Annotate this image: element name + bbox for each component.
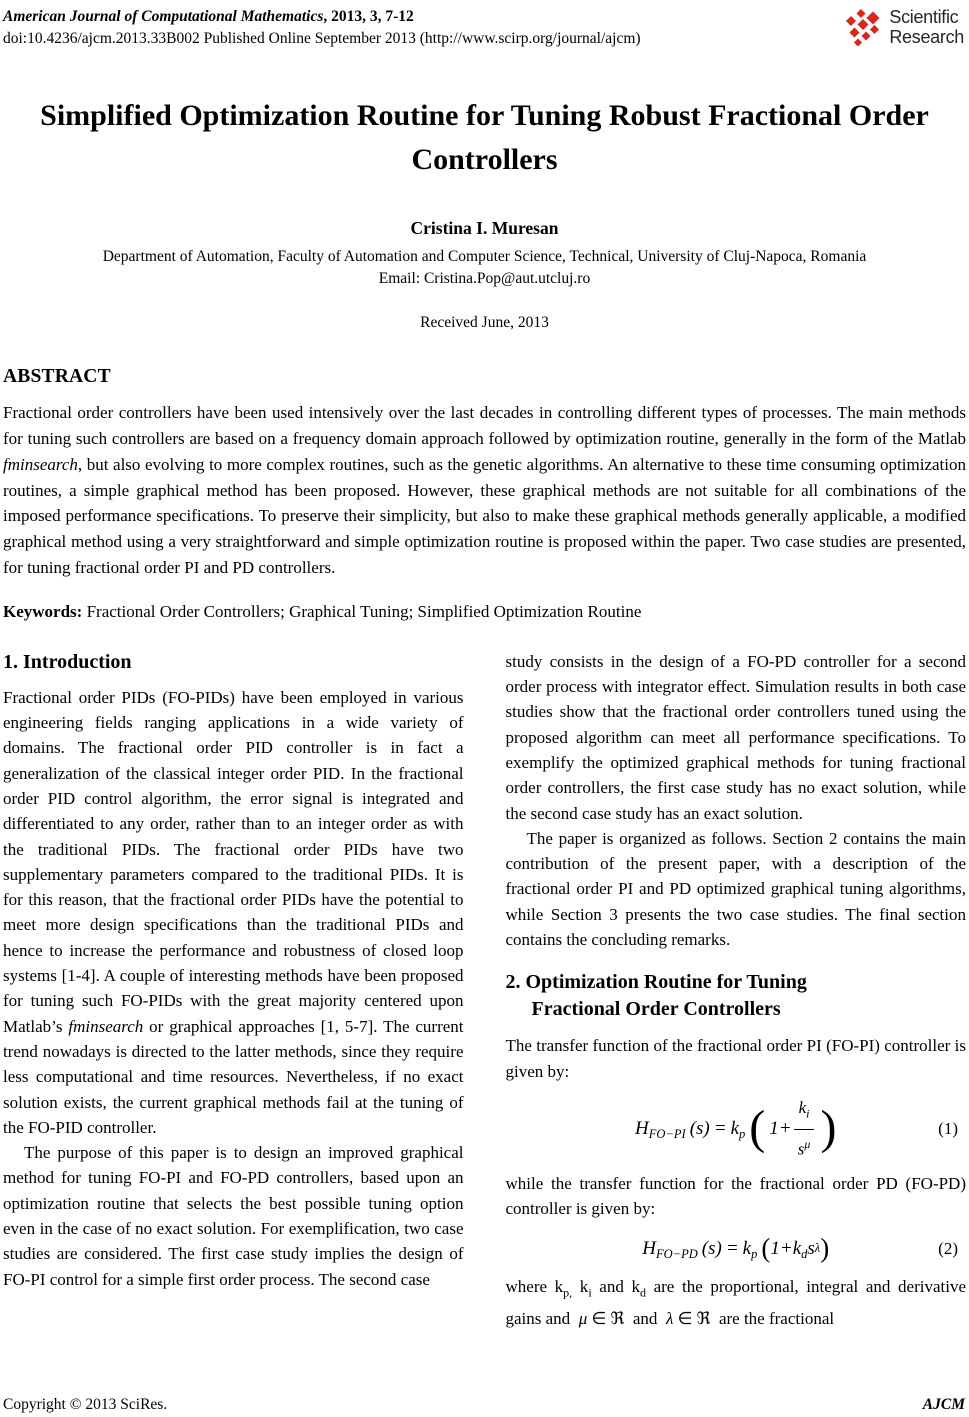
section-2-heading-line1: 2. Optimization Routine for Tuning bbox=[505, 971, 807, 994]
close-paren: ) bbox=[820, 1233, 830, 1263]
scires-diamonds-icon bbox=[842, 8, 884, 50]
column2-paragraph-2: The paper is organized as follows. Section 2 contains the main contribution of the present paper, with a description of the fractional order PI and PD optimized graphical tuning algorithms, while Section 3 presents the two case studies. The final section contains the concluding remarks. bbox=[505, 828, 966, 950]
doi-line: doi:10.4236/ajcm.2013.33B002 Published Online September 2013 (http://www.scirp.org/journal/ajcm) bbox=[3, 30, 641, 47]
journal-info bbox=[3, 6, 641, 50]
journal-abbreviation: AJCM bbox=[922, 1396, 965, 1413]
fraction: $\frac{k_i}{s^\mu}$ bbox=[794, 1095, 815, 1162]
received-date: Received June, 2013 bbox=[420, 314, 549, 332]
section-1-heading: 1. Introduction bbox=[3, 650, 132, 673]
section-2-paragraph-3: where $k_{p,}$ $k_i$ and $k_d$ are the proportional, integral and derivative gains and μ ∈ ℜ and λ ∈ ℜ are the fractional bbox=[505, 1277, 967, 1328]
keywords-text: Fractional Order Controllers; Graphical Tuning; Simplified Optimization Routine bbox=[82, 601, 642, 621]
author-name: Cristina I. Muresan bbox=[410, 218, 559, 239]
open-paren: ( bbox=[761, 1233, 771, 1263]
scientific-research-logo bbox=[842, 8, 964, 50]
intro-paragraph-1: Fractional order PIDs (FO-PIDs) have been employed in various engineering fields ranging applications in a wide variety of domains. The fractional order PID controller is in fact a generalization of the classical integer order PID. In the fractional order PID control algorithm, the error signal is integrated and differentiated to any order, rather than to an integer order as with the traditional PIDs. The fractional order PIDs have two supplementary parameters compared to the traditional PIDs. It is for this reason, that the fractional order PIDs have the potential to meet more design specifications than the traditional PIDs and hence to increase the performance and robustness of closed loop systems [1-4]. A couple of interesting methods have been proposed for tuning such FO-PIDs with the great majority centered upon Matlab’s fminsearch or graphical approaches [1, 5-7]. The current trend nowadays is directed to the latter methods, since they require less computational and time resources. Nevertheless, if no exact solution exists, the current graphical methods fail at the tuning of the FO-PID controller. bbox=[3, 687, 464, 1137]
paper-title: Simplified Optimization Routine for Tuning Robust Fractional Order Controllers bbox=[40, 99, 929, 177]
logo-word-scientific: Scientific bbox=[889, 7, 959, 27]
equation-2 bbox=[506, 1231, 967, 1265]
equation-2-formula: H FO−PD (s) = k p ( 1+ k d s λ ) bbox=[642, 1233, 830, 1263]
journal-issue: , 2013, 3, 7-12 bbox=[323, 8, 414, 25]
abstract-heading: ABSTRACT bbox=[3, 366, 111, 388]
journal-title-line bbox=[3, 6, 641, 28]
page-footer bbox=[3, 1396, 965, 1414]
section-2-paragraph-2: while the transfer function for the fractional order PD (FO-PD) controller is given by: bbox=[505, 1173, 966, 1218]
abstract-text: Fractional order controllers have been used intensively over the last decades in controlling different types of processes. The main methods for tuning such controllers are based on a frequency domain approach followed by optimization routine, generally in the form of the Matlab fminsearch, but also evolving to more complex routines, such as the genetic algorithms. An alternative to these time consuming optimization routines, a simple graphical method has been proposed. However, these graphical methods are not suitable for all combinations of the imposed performance specifications. To preserve their simplicity, but also to make these graphical methods generally applicable, a modified graphical method using a very straightforward and simple optimization routine is proposed within the paper. Two case studies are presented, for tuning fractional order PI and PD controllers. bbox=[3, 403, 966, 577]
author-email: Email: Cristina.Pop@aut.utcluj.ro bbox=[378, 270, 591, 288]
open-paren: ( bbox=[749, 1100, 766, 1154]
body-columns bbox=[3, 649, 966, 1331]
right-column bbox=[506, 649, 967, 1331]
keywords-line bbox=[3, 602, 966, 622]
journal-name: American Journal of Computational Mathematics bbox=[3, 8, 324, 25]
page-header bbox=[3, 6, 966, 50]
equation-1-number: (1) bbox=[938, 1118, 958, 1138]
logo-wordmark bbox=[889, 8, 964, 48]
author-affiliation: Department of Automation, Faculty of Automation and Computer Science, Technical, University of Cluj-Napoca, Romania bbox=[102, 248, 867, 266]
equation-1-formula: H FO−PI (s) = k p ( 1+ $\frac{k_i}{s^\mu}$ ) bbox=[635, 1095, 836, 1162]
column2-paragraph-1: study consists in the design of a FO-PD controller for a second order process with integrator effect. Simulation results in both case studies show that the fractional order controllers tuned using the proposed algorithm can meet all performance specifications. To exemplify the optimized graphical methods for tuning fractional order controllers, the first case study has no exact solution, while the second case study has an exact solution. bbox=[505, 651, 966, 823]
section-2-heading-line2: Fractional Order Controllers bbox=[531, 998, 781, 1021]
intro-paragraph-2: The purpose of this paper is to design an improved graphical method for tuning FO-PI and FO-PD controllers, based upon an optimization routine that selects the best possible tuning option even in the case of no exact solution. For exemplification, two case studies are considered. The first case study implies the design of FO-PI control for a simple first order process. The second case bbox=[3, 1143, 464, 1289]
equation-2-number: (2) bbox=[938, 1238, 958, 1258]
section-2-paragraph-1: The transfer function of the fractional order PI (FO-PI) controller is given by: bbox=[505, 1036, 966, 1081]
equation-1 bbox=[506, 1095, 967, 1162]
section-2-heading bbox=[506, 969, 967, 1023]
copyright-text: Copyright © 2013 SciRes. bbox=[3, 1396, 168, 1413]
close-paren: ) bbox=[820, 1100, 837, 1154]
left-column bbox=[3, 649, 464, 1331]
keywords-label: Keywords: bbox=[3, 601, 83, 621]
logo-word-research: Research bbox=[889, 26, 964, 47]
